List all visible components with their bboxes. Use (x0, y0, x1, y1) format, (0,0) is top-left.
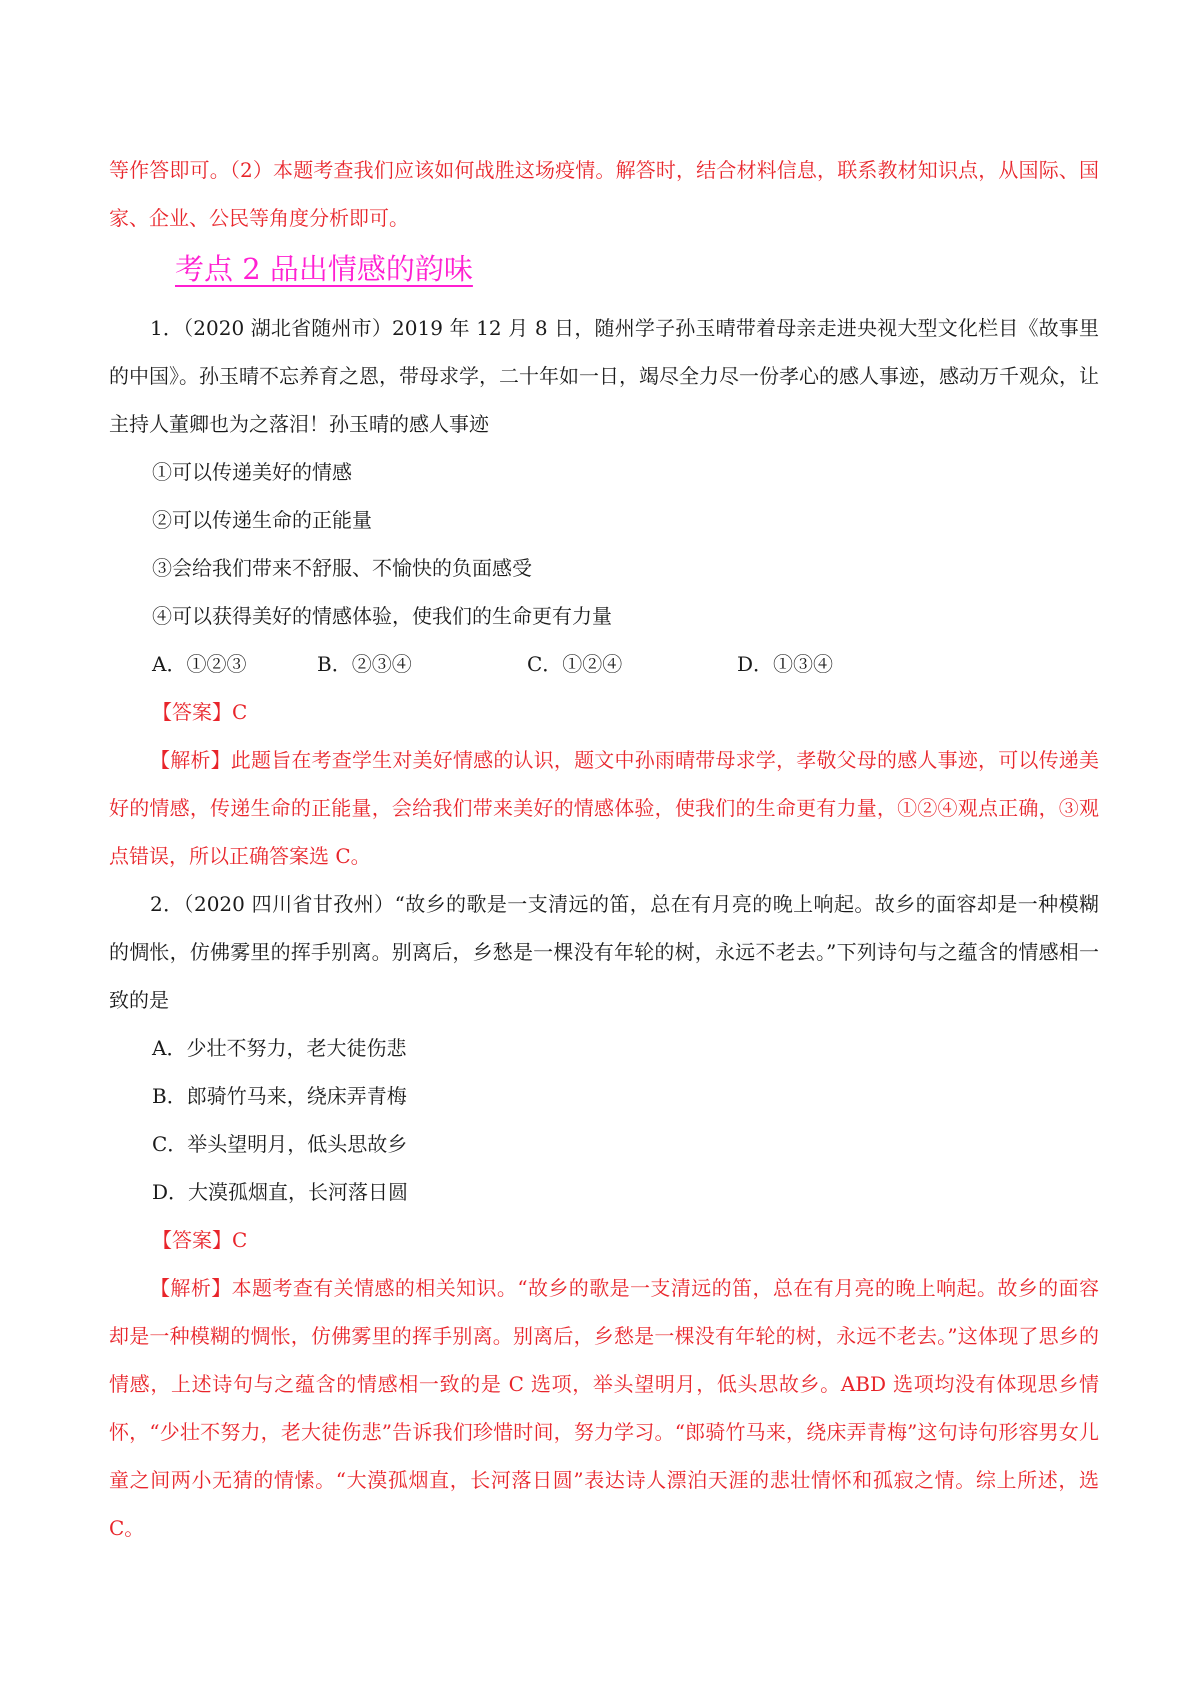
question-2-option-a: A．少壮不努力，老大徒伤悲 (152, 1036, 407, 1060)
question-1-statement: ④可以获得美好的情感体验，使我们的生命更有力量 (152, 604, 612, 628)
question-2-analysis: 【解析】本题考查有关情感的相关知识。“故乡的歌是一支清远的笛，总在有月亮的晚上响起。故乡的面容却是一种模糊的惆怅，仿佛雾里的挥手别离。别离后，乡愁是一棵没有年轮的树，永远不老去。”这体现了思乡的情感，上述诗句与之蕴含的情感相一致的是 C 选项，举头望明月，低头思故乡。ABD 选项均没有体现思乡情怀，“少壮不努力，老大徒伤悲”告诉我们珍惜时间，努力学习。“郎骑竹马来，绕床弄青梅”这句诗句形容男女儿童之间两小无猜的情愫。“大漠孤烟直，长河落日圆”表达诗人漂泊天涯的悲壮情怀和孤寂之情。综上所述，选 C。 (109, 1276, 1099, 1540)
question-1-answer: 【答案】C (152, 700, 248, 724)
question-2-stem: 2．（2020 四川省甘孜州）“故乡的歌是一支清远的笛，总在有月亮的晚上响起。故乡的面容却是一种模糊的惆怅，仿佛雾里的挥手别离。别离后，乡愁是一棵没有年轮的树，永远不老去。”下列诗句与之蕴含的情感相一致的是 (109, 892, 1099, 1012)
previous-analysis-tail: 等作答即可。（2）本题考查我们应该如何战胜这场疫情。解答时，结合材料信息，联系教材知识点，从国际、国家、企业、公民等角度分析即可。 (109, 158, 1099, 230)
question-1-option-c: C．①②④ (527, 652, 623, 676)
question-1 (109, 304, 1099, 880)
question-2 (109, 880, 1099, 1552)
question-1-statement: ②可以传递生命的正能量 (152, 508, 372, 532)
question-1-option-b: B．②③④ (317, 652, 412, 676)
question-1-analysis: 【解析】此题旨在考查学生对美好情感的认识，题文中孙雨晴带母求学，孝敬父母的感人事迹，可以传递美好的情感，传递生命的正能量，会给我们带来美好的情感体验，使我们的生命更有力量，①②④观点正确，③观点错误，所以正确答案选 C。 (109, 748, 1099, 868)
question-1-statement: ①可以传递美好的情感 (152, 460, 352, 484)
question-1-option-d: D．①③④ (737, 652, 834, 676)
document-content (109, 146, 1099, 1552)
section-heading: 考点 2 品出情感的韵味 (175, 252, 473, 286)
question-1-statement: ③会给我们带来不舒服、不愉快的负面感受 (152, 556, 532, 580)
question-2-answer: 【答案】C (152, 1228, 248, 1252)
question-1-option-a: A．①②③ (152, 652, 247, 676)
question-2-option-c: C．举头望明月，低头思故乡 (152, 1132, 408, 1156)
question-1-stem: 1．（2020 湖北省随州市）2019 年 12 月 8 日，随州学子孙玉晴带着母亲走进央视大型文化栏目《故事里的中国》。孙玉晴不忘养育之恩，带母求学，二十年如一日，竭尽全力尽一份孝心的感人事迹，感动万千观众，让主持人董卿也为之落泪！孙玉晴的感人事迹 (109, 316, 1099, 436)
question-2-option-b: B．郎骑竹马来，绕床弄青梅 (152, 1084, 407, 1108)
question-1-options (152, 640, 1099, 688)
question-2-option-d: D．大漠孤烟直，长河落日圆 (152, 1180, 409, 1204)
